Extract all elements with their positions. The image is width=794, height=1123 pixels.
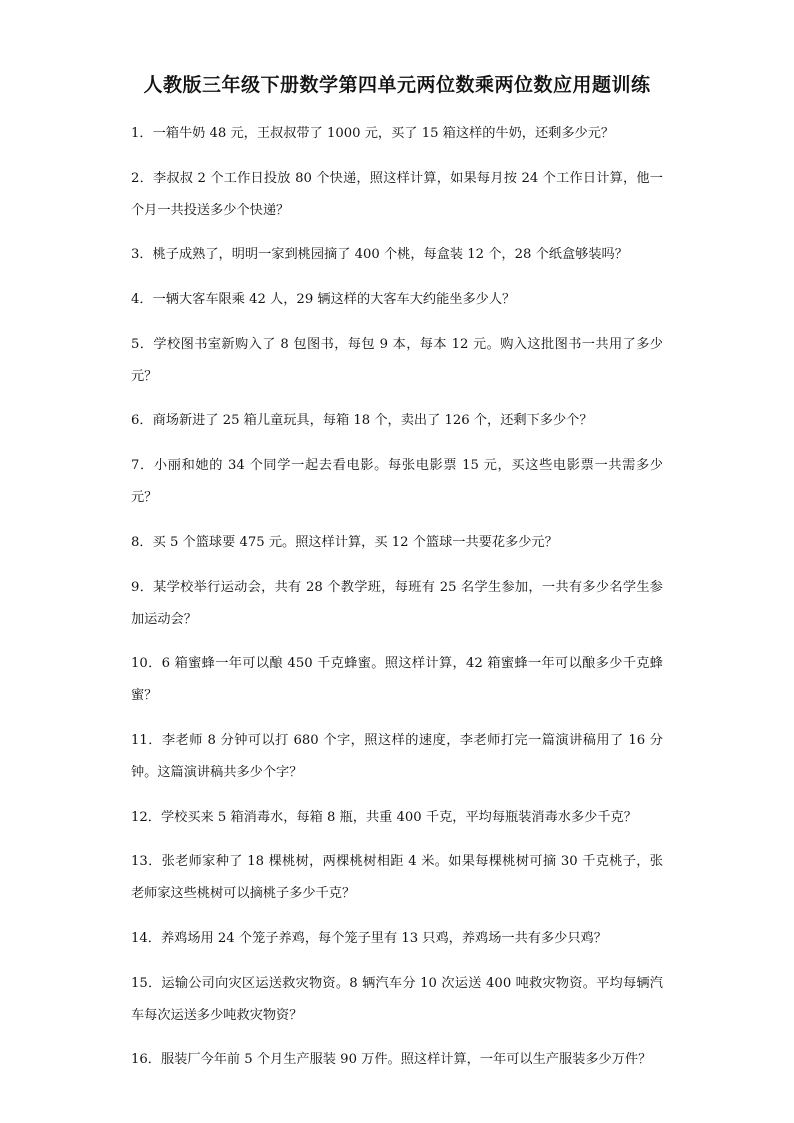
question-item: 2．李叔叔 2 个工作日投放 80 个快递，照这样计算，如果每月按 24 个工作日计算，他一个月一共投送多少个快递？	[131, 170, 663, 218]
question-list	[131, 118, 663, 1089]
question-item: 7．小丽和她的 34 个同学一起去看电影。每张电影票 15 元，买这些电影票一共需多少元？	[131, 458, 663, 506]
question-item: 15．运输公司向灾区运送救灾物资。8 辆汽车分 10 次运送 400 吨救灾物资。平均每辆汽车每次运送多少吨救灾物资？	[131, 975, 663, 1023]
question-item: 10．6 箱蜜蜂一年可以酿 450 千克蜂蜜。照这样计算，42 箱蜜蜂一年可以酿多少千克蜂蜜？	[131, 656, 663, 704]
question-item: 6．商场新进了 25 箱儿童玩具，每箱 18 个，卖出了 126 个，还剩下多少个？	[131, 413, 593, 429]
question-item: 1．一箱牛奶 48 元，王叔叔带了 1000 元，买了 15 箱这样的牛奶，还剩多少元？	[131, 126, 615, 141]
question-item: 11．李老师 8 分钟可以打 680 个字，照这样的速度，李老师打完一篇演讲稿用了 16 分钟。这篇演讲稿共多少个字？	[131, 732, 663, 780]
question-item: 9．某学校举行运动会，共有 28 个教学班，每班有 25 名学生参加，一共有多少名学生参加运动会？	[131, 579, 663, 627]
question-item: 5．学校图书室新购入了 8 包图书，每包 9 本，每本 12 元。购入这批图书一共用了多少元？	[131, 336, 663, 384]
question-item: 3．桃子成熟了，明明一家到桃园摘了 400 个桃，每盒装 12 个，28 个纸盒够装吗？	[131, 247, 628, 263]
question-item: 12．学校买来 5 箱消毒水，每箱 8 瓶，共重 400 千克，平均每瓶装消毒水多少千克？	[131, 809, 637, 825]
document-title: 人教版三年级下册数学第四单元两位数乘两位数应用题训练	[143, 74, 651, 96]
question-item: 13．张老师家种了 18 棵桃树，两棵桃树相距 4 米。如果每棵桃树可摘 30 千克桃子，张老师家这些桃树可以摘桃子多少千克？	[131, 854, 663, 902]
question-item: 8．买 5 个篮球要 475 元。照这样计算，买 12 个篮球一共要花多少元？	[131, 534, 558, 550]
question-item: 14．养鸡场用 24 个笼子养鸡，每个笼子里有 13 只鸡，养鸡场一共有多少只鸡？	[131, 930, 607, 946]
question-item: 16．服装厂今年前 5 个月生产服装 90 万件。照这样计算，一年可以生产服装多少万件？	[131, 1052, 652, 1068]
question-item: 4．一辆大客车限乘 42 人，29 辆这样的大客车大约能坐多少人？	[131, 292, 516, 308]
